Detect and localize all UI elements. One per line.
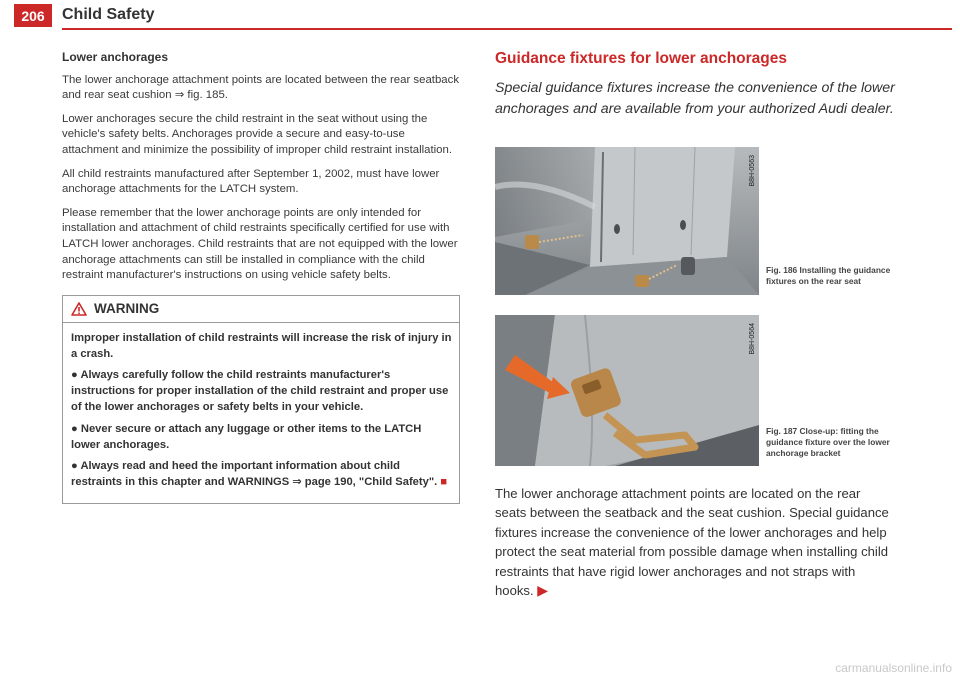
- paragraph: The lower anchorage attachment points are located between the rear seatback and rear seat cushion ⇒ fig. 185.: [62, 73, 460, 102]
- lower-anchorages-heading: Lower anchorages: [62, 50, 169, 64]
- warning-box: [62, 295, 460, 504]
- fixture-closeup-illustration: [495, 315, 759, 466]
- warning-bullet: ● Always read and heed the important information about child restraints in this chapter and WARNINGS ⇒ page 190, "Child Safety". ■: [71, 460, 448, 489]
- warning-body: [63, 323, 459, 503]
- warning-title: WARNING: [94, 300, 160, 316]
- header-divider: [62, 28, 952, 30]
- paragraph: Lower anchorages secure the child restraint in the seat without using the vehicle's safety belts. Anchorages provide a secure and easy-to-use attachment and minimize the possibility of improper child restraint installation.: [62, 112, 452, 156]
- figure-187-caption: Fig. 187 Close-up: fitting the guidance fixture over the lower anchorage bracket: [766, 426, 890, 458]
- continued-arrow-icon: ▶: [537, 582, 548, 599]
- figure-code: B8H-0563: [749, 155, 756, 187]
- end-of-section-icon: ■: [440, 476, 448, 489]
- warning-triangle-icon: [71, 302, 87, 316]
- figure-186-image: [495, 147, 759, 295]
- paragraph: Please remember that the lower anchorage points are only intended for installation and attachment of child restraints specifically certified for use with LATCH lower anchorages. Child restraints that are not equipped with the lower anchorage attachments can still be installed in compliance with the child restraint manufacturer's instructions on using vehicle safety belts.: [62, 206, 458, 282]
- guidance-fixtures-heading: Guidance fixtures for lower anchorages: [495, 50, 787, 67]
- intro-text: Special guidance fixtures increase the convenience of the lower anchorages and are available from your authorized Audi dealer.: [495, 80, 895, 117]
- paragraph: All child restraints manufactured after September 1, 2002, must have lower anchorage attachments for the LATCH system.: [62, 167, 440, 196]
- right-column: [495, 50, 945, 120]
- figure-186-caption: Fig. 186 Installing the guidance fixtures on the rear seat: [766, 265, 891, 286]
- page-header: [0, 0, 960, 30]
- guidance-body-text: The lower anchorage attachment points are located on the rear seats between the seatback and the seat cushion. Special guidance fixtures increase the convenience of the lower anchorages and help protect the seat material from possible damage when installing child restraints that have rigid lower anchorages and not straps with hooks. ▶: [495, 486, 889, 599]
- figure-187-image: [495, 315, 759, 466]
- section-title: Child Safety: [62, 6, 155, 23]
- rear-seat-illustration: [495, 147, 759, 295]
- warning-bullet: ● Never secure or attach any luggage or other items to the LATCH lower anchorages.: [71, 422, 422, 451]
- figure-code: B8H-0564: [749, 323, 756, 355]
- watermark: carmanualsonline.info: [835, 661, 952, 675]
- warning-bullet: ● Always carefully follow the child restraints manufacturer's instructions for proper installation of the child restraint and proper use of the lower anchorages or safety belts in your vehicle.: [71, 369, 449, 413]
- page-number: 206: [14, 4, 52, 27]
- warning-header: [63, 296, 459, 323]
- left-column: [62, 50, 460, 504]
- warning-lead: Improper installation of child restraints will increase the risk of injury in a crash.: [71, 331, 452, 360]
